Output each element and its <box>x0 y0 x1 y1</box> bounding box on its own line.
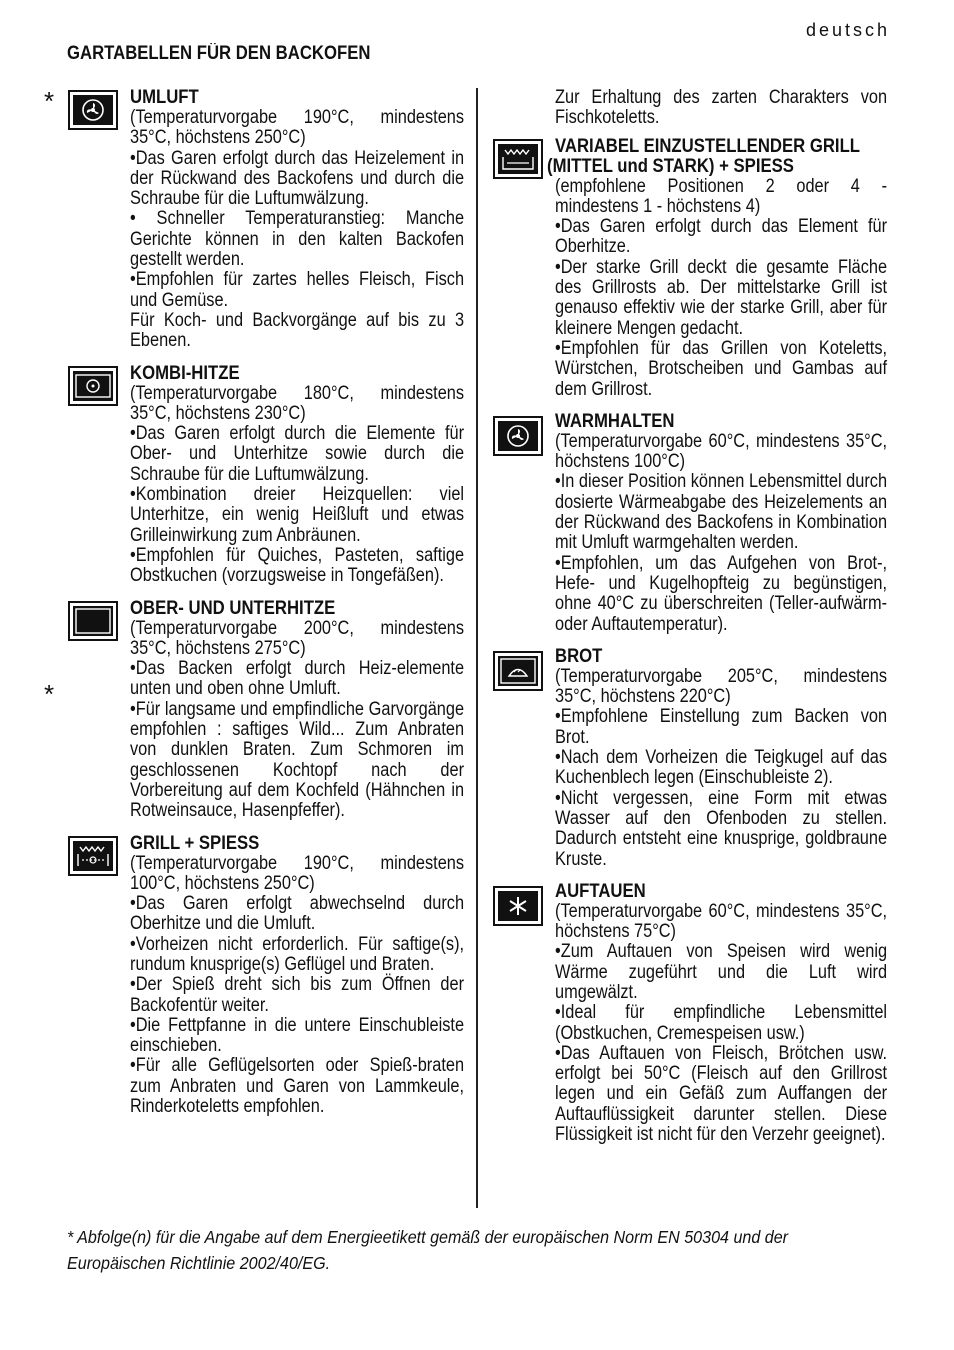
paragraph: (Temperaturvorgabe 205°C, mindestens 35°C, höchstens 220°C) <box>555 665 888 708</box>
section-ober-unterhitze <box>130 599 464 822</box>
paragraph: •Zum Auftauen von Speisen wird wenig Wärme zugeführt und die Luft wird umgewälzt. <box>555 941 888 1003</box>
paragraph: •Das Garen erfolgt durch das Element für Oberhitze. <box>555 216 888 258</box>
variable-grill-icon <box>493 139 543 179</box>
section-title: GRILL + SPIESS <box>130 832 260 854</box>
paragraph: Zur Erhaltung des zarten Charakters von Fischkoteletts. <box>555 87 888 129</box>
keep-warm-fan-icon <box>493 416 543 456</box>
paragraph: •Ideal für empfindliche Lebensmittel (Obstkuchen, Cremespeisen usw.) <box>555 1002 888 1044</box>
section-grill-spiess <box>130 834 464 1118</box>
paragraph: Für Koch- und Backvorgänge auf bis zu 3 Ebenen. <box>130 309 465 352</box>
paragraph: (Temperaturvorgabe 190°C, mindestens 35°C, höchstens 250°C) <box>130 107 465 149</box>
section-title: UMLUFT <box>130 87 199 108</box>
paragraph: •In dieser Position können Lebensmittel durch dosierte Wärmeabgabe des Heizelements an der Rückwand des Backofens in Kombination mit Umluft warmgehalten werden. <box>555 471 888 554</box>
section-kombi-hitze <box>130 364 464 587</box>
section-title: BROT <box>555 645 603 667</box>
section-title: AUFTAUEN <box>555 880 646 902</box>
paragraph: •Das Auftauen von Fleisch, Brötchen usw. erfolgt bei 50°C (Fleisch auf den Grillrost legen und ein Gefäß zum Auffangen der Auftauflüssigkeit darunter stellen. Diese Flüssigkeit ist nicht für den Verzehr geeignet). <box>555 1042 888 1146</box>
section-title: WARMHALTEN <box>555 410 675 432</box>
section-body <box>555 902 887 1146</box>
paragraph: •Empfohlen, um das Aufgehen von Brot-, Hefe- und Kugelhopfteig zu begünstigen, ohne 40°C zu überschreiten (Teller-aufwärm- oder Auftautemperatur). <box>555 552 888 635</box>
continuation-text <box>555 88 887 129</box>
right-column <box>547 87 888 1157</box>
footnote: * Abfolge(n) für die Angabe auf dem Energieetikett gemäß der europäischen Norm EN 50304 und der Europäischen Richtlinie 2002/40/EG. <box>67 1227 789 1273</box>
section-auftauen <box>555 882 887 1146</box>
paragraph: •Für langsame und empfindliche Garvorgänge empfohlen : saftiges Wild... Zum Anbraten von dunklen Braten. Zum Schmoren im geschlossenen Kochtopf nach der Vorbereitung auf dem Kochfeld (Hähnchen in Rotweinsauce, Hasenpfeffer). <box>130 698 465 822</box>
section-body <box>555 667 887 870</box>
section-body <box>130 384 464 587</box>
paragraph: •Kombination dreier Heizquellen: viel Unterhitze, ein wenig Heißluft und etwas Grilleinwirkung zum Anbräunen. <box>130 484 465 546</box>
paragraph: •Die Fettpfanne in die untere Einschubleiste einschieben. <box>130 1014 465 1057</box>
paragraph: •Nach dem Vorheizen die Teigkugel auf das Kuchenblech legen (Einschubleiste 2). <box>555 747 888 789</box>
paragraph: •Nicht vergessen, eine Form mit etwas Wasser auf den Ofenboden zu stellen. Dadurch entsteht eine knusprige, goldbraune Kruste. <box>555 787 888 870</box>
fan-top-bottom-heat-icon <box>68 366 118 406</box>
top-bottom-heat-icon <box>68 601 118 641</box>
paragraph: • Schneller Temperaturanstieg: Manche Gerichte können in den kalten Backofen gestellt werden. <box>130 208 465 271</box>
section-title: VARIABEL EINZUSTELLENDER GRILL <box>555 135 861 157</box>
fan-with-ring-icon <box>68 90 118 130</box>
paragraph: (Temperaturvorgabe 180°C, mindestens 35°C, höchstens 230°C) <box>130 382 465 424</box>
language-label: deutsch <box>805 20 890 40</box>
section-body <box>130 108 464 352</box>
section-brot <box>555 647 887 870</box>
section-title: KOMBI-HITZE <box>130 362 240 384</box>
paragraph: •Der starke Grill deckt die gesamte Fläche des Grillrosts ab. Der mittelstarke Grill ist genauso effektiv wie der starke Grill, aber für kleinere Mengen gedacht. <box>555 256 888 339</box>
paragraph: •Das Garen erfolgt durch das Heizelement in der Rückwand des Backofens und durch die Schraube für die Luftumwälzung. <box>130 147 465 210</box>
paragraph: •Vorheizen nicht erforderlich. Für saftige(s), rundum knusprige(s) Geflügel und Braten. <box>130 933 465 975</box>
paragraph: •Für alle Geflügelsorten oder Spieß-braten zum Anbraten und Garen von Lammkeule, Rinderkoteletts empfohlen. <box>130 1055 465 1118</box>
paragraph: (Temperaturvorgabe 60°C, mindestens 35°C, höchstens 75°C) <box>555 900 888 943</box>
paragraph: •Empfohlene Einstellung zum Backen von Brot. <box>555 706 888 748</box>
paragraph: •Empfohlen für Quiches, Pasteten, saftige Obstkuchen (vorzugsweise in Tongefäßen). <box>130 544 465 587</box>
section-variabel-grill <box>547 135 888 400</box>
defrost-snowflake-icon <box>493 886 543 926</box>
paragraph: •Das Garen erfolgt durch die Elemente für Ober- und Unterhitze sowie durch die Schraube für die Luftumwälzung. <box>130 423 465 485</box>
paragraph: (Temperaturvorgabe 60°C, mindestens 35°C, höchstens 100°C) <box>555 430 888 473</box>
page-title: GARTABELLEN FÜR DEN BACKOFEN <box>67 43 371 64</box>
section-body <box>555 177 887 400</box>
energy-label-marker-1: * <box>44 86 55 116</box>
paragraph: •Empfohlen für das Grillen von Koteletts, Würstchen, Brotscheiben und Gambas auf dem Grillrost. <box>555 337 888 400</box>
section-body <box>130 854 464 1118</box>
section-umluft <box>130 88 464 352</box>
paragraph: •Das Backen erfolgt durch Heiz-elemente unten und oben ohne Umluft. <box>130 658 465 700</box>
section-title: OBER- UND UNTERHITZE <box>130 597 336 619</box>
grill-spit-icon <box>68 836 118 876</box>
section-title-line2: (MITTEL und STARK) + SPIESS <box>547 155 794 177</box>
paragraph: (Temperaturvorgabe 190°C, mindestens 100°C, höchstens 250°C) <box>130 852 465 894</box>
section-warmhalten <box>555 412 887 635</box>
paragraph: •Der Spieß dreht sich bis zum Öffnen der Backofentür weiter. <box>130 974 465 1016</box>
bread-icon <box>493 651 543 691</box>
paragraph: (Temperaturvorgabe 200°C, mindestens 35°C, höchstens 275°C) <box>130 617 465 659</box>
paragraph: •Empfohlen für zartes helles Fleisch, Fisch und Gemüse. <box>130 269 465 311</box>
section-body <box>130 619 464 822</box>
energy-label-marker-2: * <box>44 679 55 709</box>
column-divider <box>476 88 478 1208</box>
left-column <box>130 88 464 1129</box>
paragraph: (empfohlene Positionen 2 oder 4 - mindestens 1 - höchstens 4) <box>555 175 888 217</box>
paragraph: •Das Garen erfolgt abwechselnd durch Oberhitze und die Umluft. <box>130 893 465 935</box>
section-body <box>555 432 887 635</box>
